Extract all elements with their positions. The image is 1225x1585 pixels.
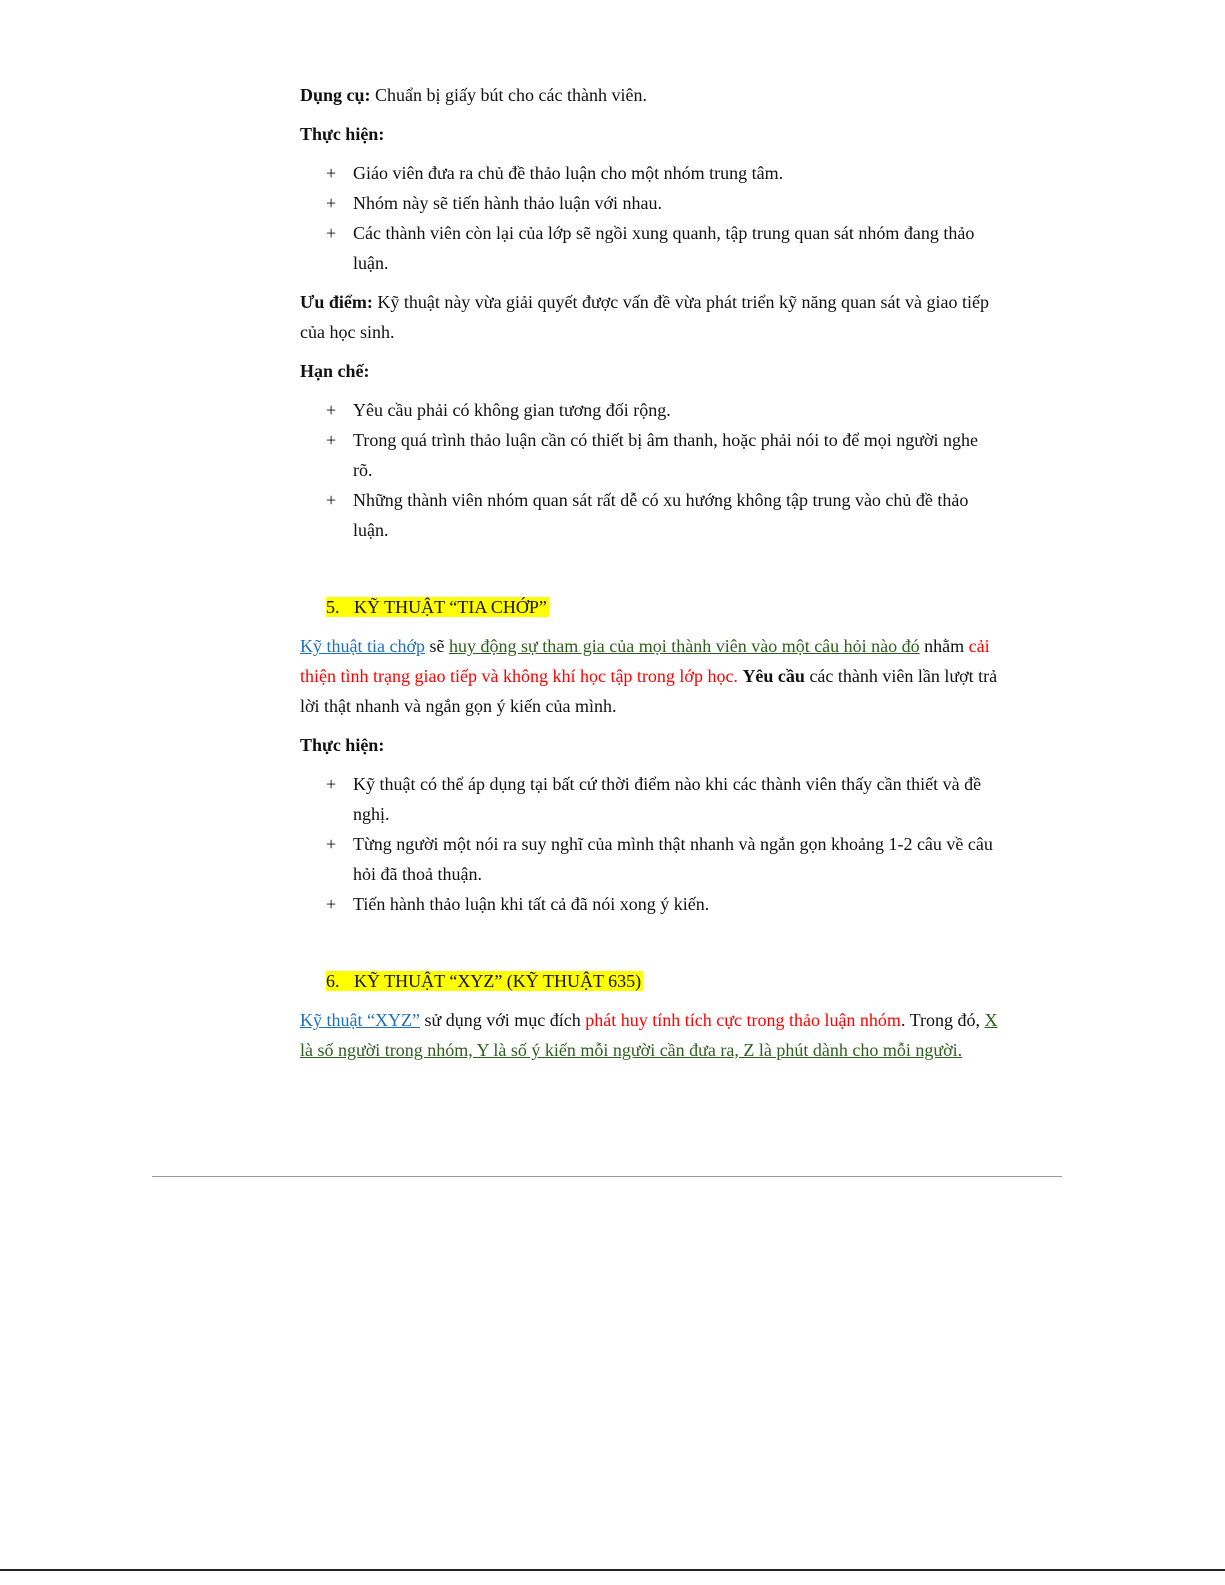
plus-bullet: + [326, 774, 337, 794]
limit-heading [300, 356, 1000, 386]
section6-text: . Trong đó, [900, 1010, 985, 1030]
section5-bold-text: Yêu cầu [742, 666, 805, 686]
section5-red-text: cải thiện tình trạng giao tiếp và không khí học tập trong lớp học. [300, 636, 990, 686]
section5-highlight [326, 597, 549, 617]
procedure-label: Thực hiện: [300, 124, 385, 144]
limit-label: Hạn chế: [300, 361, 370, 381]
advantage-label: Ưu điểm: [300, 292, 373, 312]
list-item [300, 158, 1000, 188]
section6-term-link[interactable]: Kỹ thuật “XYZ” [300, 1010, 420, 1030]
plus-bullet: + [326, 223, 337, 243]
section6-highlight [326, 971, 643, 991]
plus-bullet: + [326, 193, 337, 213]
section6-intro [300, 1005, 1000, 1065]
tools-paragraph [300, 80, 1000, 110]
section6-green-text: X là số người trong nhóm, Y là số ý kiến mỗi người cần đưa ra, Z là phút dành cho mỗi người. [300, 1010, 998, 1060]
section6-red-text: phát huy tính tích cực trong thảo luận nhóm [585, 1010, 901, 1030]
list-item [300, 769, 1000, 829]
list-item-text: Yêu cầu phải có không gian tương đối rộng. [353, 400, 671, 420]
section5-procedure-label: Thực hiện: [300, 735, 385, 755]
list-item [300, 889, 1000, 919]
list-item [300, 485, 1000, 545]
section5-heading [300, 592, 1000, 622]
section5-procedure-list [300, 769, 1000, 919]
section6-heading [300, 966, 1000, 996]
list-item-text: Những thành viên nhóm quan sát rất dễ có xu hướng không tập trung vào chủ đề thảo luận. [353, 490, 969, 540]
list-item-text: Từng người một nói ra suy nghĩ của mình thật nhanh và ngắn gọn khoảng 1-2 câu về câu hỏi đã thoả thuận. [353, 834, 993, 884]
plus-bullet: + [326, 894, 337, 914]
section5-text: nhằm [919, 636, 969, 656]
list-item [300, 829, 1000, 889]
list-item [300, 218, 1000, 278]
section5-text: các thành viên lần lượt trả lời thật nhanh và ngắn gọn ý kiến của mình. [300, 666, 998, 716]
list-item [300, 395, 1000, 425]
bottom-border [0, 1569, 1225, 1571]
advantage-paragraph [300, 287, 1000, 347]
list-item [300, 188, 1000, 218]
list-item-text: Nhóm này sẽ tiến hành thảo luận với nhau. [353, 193, 662, 213]
list-item-text: Giáo viên đưa ra chủ đề thảo luận cho một nhóm trung tâm. [353, 163, 784, 183]
section5-title: KỸ THUẬT “TIA CHỚP” [354, 597, 547, 617]
plus-bullet: + [326, 490, 337, 510]
limit-list [300, 395, 1000, 545]
tools-text: Chuẩn bị giấy bút cho các thành viên. [370, 85, 647, 105]
list-item-text: Trong quá trình thảo luận cần có thiết bị âm thanh, hoặc phải nói to để mọi người nghe rõ. [353, 430, 978, 480]
section5-intro [300, 631, 1000, 721]
section6-number: 6. [326, 971, 340, 991]
section5-green-text: huy động sự tham gia của mọi thành viên vào một câu hỏi nào đó [449, 636, 920, 656]
plus-bullet: + [326, 834, 337, 854]
section6-title: KỸ THUẬT “XYZ” (KỸ THUẬT 635) [354, 971, 642, 991]
advantage-text: Kỹ thuật này vừa giải quyết được vấn đề vừa phát triển kỹ năng quan sát và giao tiếp của học sinh. [300, 292, 989, 342]
plus-bullet: + [326, 163, 337, 183]
section5-text: sẽ [425, 636, 449, 656]
tools-label: Dụng cụ: [300, 85, 371, 105]
document-page [300, 80, 1000, 1074]
list-item-text: Tiến hành thảo luận khi tất cả đã nói xong ý kiến. [353, 894, 710, 914]
plus-bullet: + [326, 430, 337, 450]
section5-number: 5. [326, 597, 340, 617]
plus-bullet: + [326, 400, 337, 420]
list-item-text: Các thành viên còn lại của lớp sẽ ngồi xung quanh, tập trung quan sát nhóm đang thảo luận. [353, 223, 975, 273]
procedure-heading [300, 119, 1000, 149]
section5-term-link[interactable]: Kỹ thuật tia chớp [300, 636, 425, 656]
page-divider [152, 1176, 1062, 1177]
section6-text: sử dụng với mục đích [419, 1010, 586, 1030]
list-item [300, 425, 1000, 485]
list-item-text: Kỹ thuật có thể áp dụng tại bất cứ thời điểm nào khi các thành viên thấy cần thiết và đề nghị. [353, 774, 982, 824]
procedure-list [300, 158, 1000, 278]
section5-procedure-heading [300, 730, 1000, 760]
